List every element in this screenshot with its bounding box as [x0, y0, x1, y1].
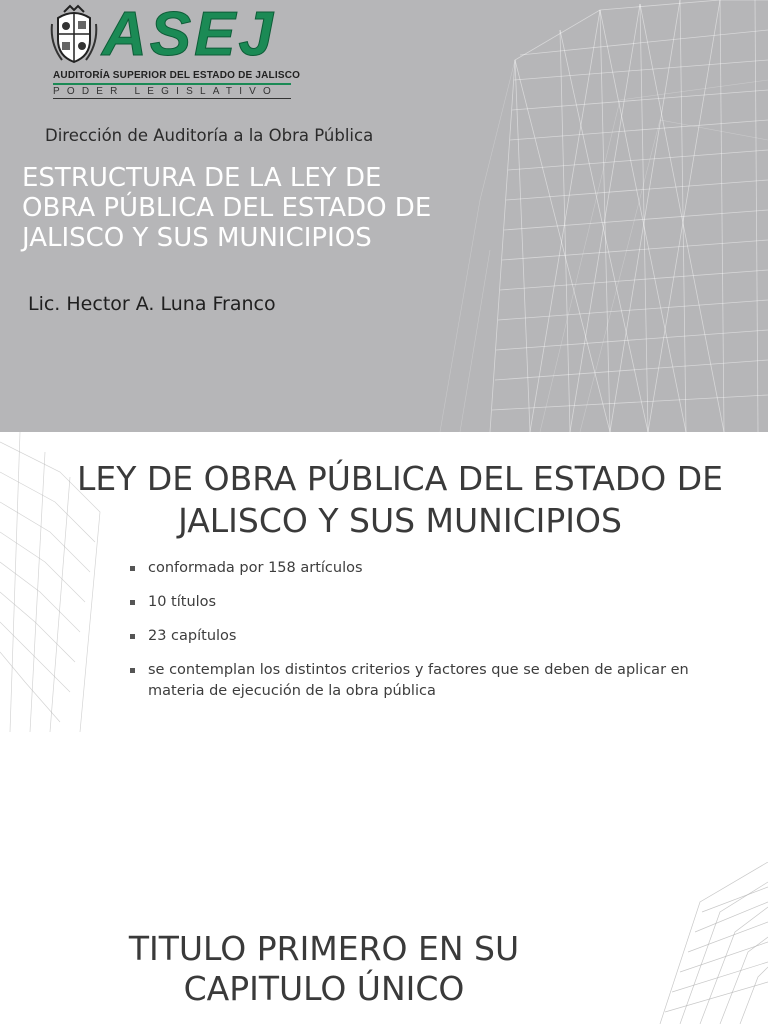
author-name: Lic. Hector A. Luna Franco: [28, 293, 276, 315]
list-item: [128, 592, 718, 613]
list-item: [128, 660, 718, 702]
asej-wordmark: ASEJ: [102, 0, 276, 69]
title-slide: [0, 0, 768, 432]
logo-tagline: PODER LEGISLATIVO: [53, 86, 279, 97]
slide-title: ESTRUCTURA DE LA LEY DE OBRA PÚBLICA DEL ESTADO DE JALISCO Y SUS MUNICIPIOS: [22, 163, 432, 253]
list-item-text: 10 títulos: [148, 594, 217, 610]
square-bullet-icon: [130, 566, 135, 571]
logo-divider-dark: [53, 98, 291, 99]
asej-logo: [50, 2, 300, 100]
department-name: Dirección de Auditoría a la Obra Pública: [45, 126, 374, 145]
square-bullet-icon: [130, 668, 135, 673]
list-item-text: conformada por 158 artículos: [148, 560, 363, 576]
logo-divider-green: [53, 83, 291, 85]
list-item: [128, 626, 718, 647]
square-bullet-icon: [130, 600, 135, 605]
list-item-text: se contemplan los distintos criterios y factores que se deben de aplicar en materia de ejecución de la obra pública: [148, 662, 689, 699]
content-slide: [0, 432, 768, 1024]
wireframe-right-illustration: [640, 862, 768, 1024]
square-bullet-icon: [130, 634, 135, 639]
wireframe-building-illustration: [420, 0, 768, 432]
list-item: [128, 558, 718, 579]
next-slide-title: TITULO PRIMERO EN SU CAPITULO ÚNICO: [128, 929, 520, 1008]
law-title: LEY DE OBRA PÚBLICA DEL ESTADO DE JALISCO Y SUS MUNICIPIOS: [76, 459, 724, 540]
law-facts-list: [128, 558, 718, 715]
list-item-text: 23 capítulos: [148, 628, 237, 644]
jalisco-coat-of-arms-icon: [50, 4, 98, 66]
logo-subtitle: AUDITORÍA SUPERIOR DEL ESTADO DE JALISCO: [53, 70, 301, 81]
